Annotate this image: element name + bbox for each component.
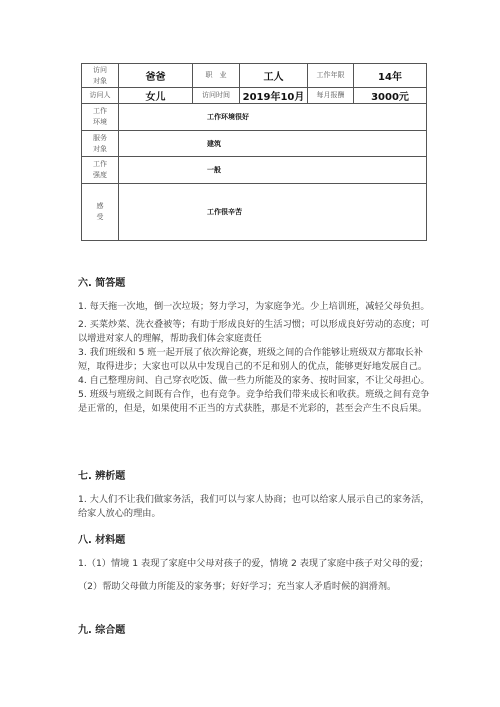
label-work-intensity: 工作 强度 [82, 157, 119, 184]
label-occupation: 职 业 [193, 64, 240, 88]
value-service-target: 建筑 [119, 131, 427, 157]
section-heading: 九. 综合题 [78, 625, 126, 636]
list-item: 1. 每天拖一次地，倒一次垃圾；努力学习，为家庭争光。少上培训班，减轻父母负担。 [78, 301, 430, 312]
value-visit-time: 2019年10月 [240, 88, 308, 104]
list-item: （2）帮助父母做力所能及的家务事；好好学习；充当家人矛盾时候的润滑剂。 [78, 581, 397, 592]
value-feelings: 工作很辛苦 [119, 184, 427, 241]
list-item: 4. 自己整理房间、自己穿衣吃饭、做一些力所能及的家务、按时回家，不让父母担心。 [78, 375, 430, 386]
list-item: 3. 我们班级和 5 班一起开展了依次辩论赛，班级之间的合作能够让班级双方都取长补短，取得进步；大家也可以从中发现自己的不足和别人的优点，能够更好地发展自己。 [78, 347, 428, 372]
table-row [82, 88, 427, 104]
section-heading: 七. 辨析题 [78, 471, 126, 482]
label-visitor: 访问人 [82, 88, 119, 104]
label-work-environment: 工作 环境 [82, 104, 119, 131]
table-row [82, 184, 427, 241]
value-work-years: 14年 [354, 64, 427, 88]
section-heading: 八. 材料题 [78, 535, 126, 546]
section-analysis [78, 469, 438, 521]
list-item: 1. 大人们不让我们做家务活，我们可以与家人协商；也可以给家人展示自己的家务活，给家人放心的理由。 [78, 494, 430, 519]
value-monthly-pay: 3000元 [354, 88, 427, 104]
label-work-years: 工作年限 [308, 64, 354, 88]
list-item: 1.（1）情境 1 表现了家庭中父母对孩子的爱，情境 2 表现了家庭中孩子对父母的爱； [78, 558, 429, 569]
table-row [82, 104, 427, 131]
table-row [82, 64, 427, 88]
list-item: 2. 买菜炒菜、洗衣叠被等；有助于形成良好的生活习惯；可以形成良好劳动的态度；可以增进对家人的理解，帮助我们体会家庭责任 [78, 319, 430, 344]
label-service-target: 服务 对象 [82, 131, 119, 157]
section-comprehensive [78, 623, 438, 638]
label-feelings: 感 受 [82, 184, 119, 241]
section-short-answer [78, 276, 438, 416]
section-material [78, 533, 438, 594]
section-heading: 六. 简答题 [78, 278, 126, 289]
value-visitor: 女儿 [119, 88, 193, 104]
label-visit-target: 访问 对象 [82, 64, 119, 88]
table-row [82, 131, 427, 157]
value-visit-target: 爸爸 [119, 64, 193, 88]
label-visit-time: 访问时间 [193, 88, 240, 104]
value-work-environment: 工作环境很好 [119, 104, 427, 131]
value-occupation: 工人 [240, 64, 308, 88]
table-row [82, 157, 427, 184]
label-monthly-pay: 每月报酬 [308, 88, 354, 104]
value-work-intensity: 一般 [119, 157, 427, 184]
list-item: 5. 班级与班级之间既有合作，也有竞争。竞争给我们带来成长和收获。班级之间有竞争是正常的，但是，如果使用不正当的方式获胜，那是不光彩的，甚至会产生不良后果。 [78, 389, 430, 414]
survey-table [81, 63, 427, 241]
